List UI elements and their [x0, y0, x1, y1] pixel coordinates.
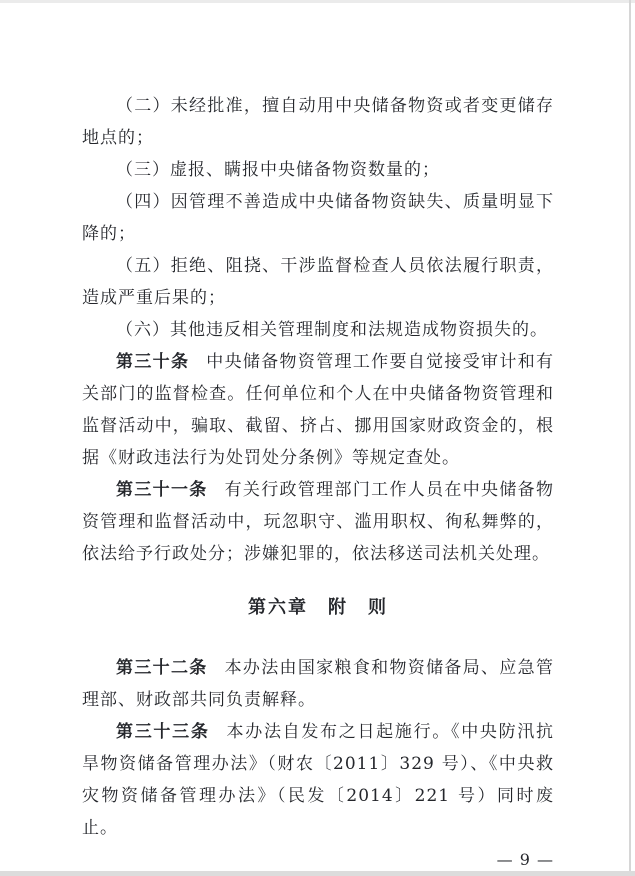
- paragraph-text: （三）虚报、瞒报中央储备物资数量的；: [116, 160, 440, 180]
- article-number: 第三十一条: [116, 480, 208, 500]
- document-body: [82, 90, 554, 844]
- article-paragraph: [82, 716, 554, 844]
- article-number: 第三十条: [116, 352, 190, 372]
- item-paragraph: [82, 186, 554, 250]
- paragraph-text: （二）未经批准，擅自动用中央储备物资或者变更储存地点的；: [82, 96, 554, 148]
- item-paragraph: [82, 154, 554, 186]
- item-paragraph: [82, 314, 554, 346]
- scan-edge-right: [629, 0, 631, 876]
- paragraph-text: （四）因管理不善造成中央储备物资缺失、质量明显下降的；: [82, 192, 554, 244]
- paragraph-text: （六）其他违反相关管理制度和法规造成物资损失的。: [116, 320, 548, 340]
- article-number: 第三十三条: [116, 722, 210, 742]
- document-content: [82, 0, 554, 876]
- paragraph-text: （五）拒绝、阻挠、干涉监督检查人员依法履行职责，造成严重后果的；: [82, 256, 554, 308]
- article-number: 第三十二条: [116, 658, 208, 678]
- article-paragraph: [82, 652, 554, 716]
- paragraph-text: 本办法自发布之日起施行。《中央防汛抗旱物资储备管理办法》（财农〔2011〕329 号）、《中央救灾物资储备管理办法》（民发〔2014〕221 号）同时废止。: [82, 722, 555, 838]
- article-paragraph: [82, 474, 554, 570]
- item-paragraph: [82, 250, 554, 314]
- paragraph-text: 本办法由国家粮食和物资储备局、应急管理部、财政部共同负责解释。: [82, 658, 555, 710]
- item-paragraph: [82, 90, 554, 154]
- article-paragraph: [82, 346, 554, 474]
- chapter-heading: 第六章 附 则: [248, 597, 388, 618]
- paragraph-text: 有关行政管理部门工作人员在中央储备物资管理和监督活动中，玩忽职守、滥用职权、徇私舞弊的，依法给予行政处分；涉嫌犯罪的，依法移送司法机关处理。: [82, 480, 555, 564]
- paragraph-text: 中央储备物资管理工作要自觉接受审计和有关部门的监督检查。任何单位和个人在中央储备物资管理和监督活动中，骗取、截留、挤占、挪用国家财政资金的，根据《财政违法行为处罚处分条例》等规定查处。: [82, 352, 555, 468]
- page-number: — 9 —: [496, 850, 554, 869]
